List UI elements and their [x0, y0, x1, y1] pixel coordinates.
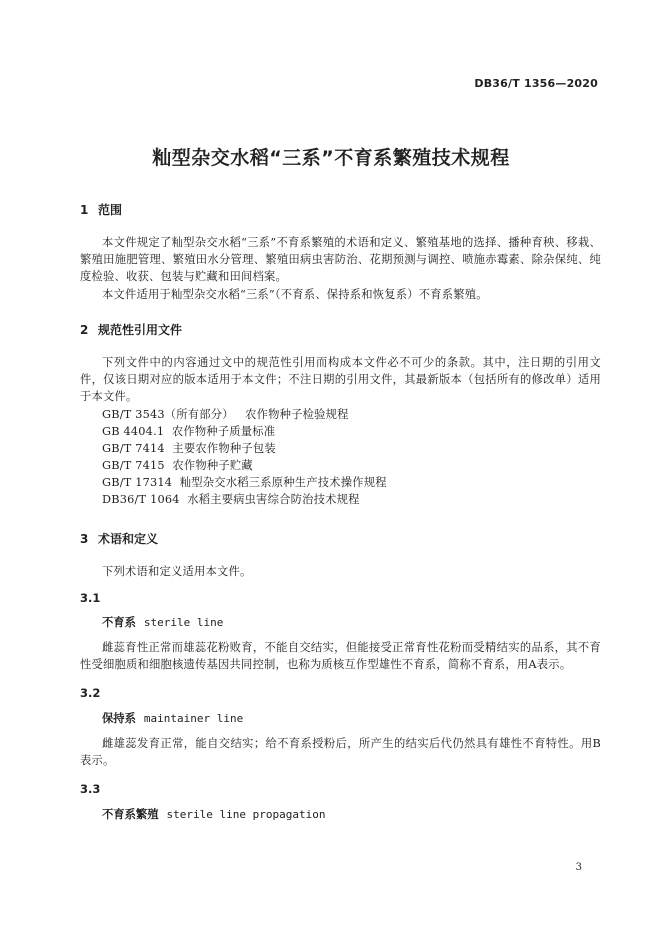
section-number: 2 — [80, 323, 89, 337]
term-en: sterile line — [143, 616, 224, 629]
section-title: 规范性引用文件 — [98, 323, 183, 337]
clause-number: 3.3 — [80, 782, 101, 796]
clause-number: 3.2 — [80, 686, 101, 700]
term-definition: 雌蕊育性正常而雄蕊花粉败育，不能自交结实，但能接受正常育性花粉而受精结实的品系，其不育性受细胞质和细胞核遗传基因共同控制，也称为质核互作型雄性不育系，简称不育系，用A表示。 — [80, 641, 601, 671]
reference-item: GB/T 17314 籼型杂交水稻三系原种生产技术操作规程 — [102, 476, 387, 489]
term-cn: 保持系 — [102, 712, 136, 725]
section-heading-scope — [80, 201, 122, 218]
scope-paragraph-1: 本文件规定了籼型杂交水稻“三系”不育系繁殖的术语和定义、繁殖基地的选择、播种育秧、移栽、繁殖田施肥管理、繁殖田水分管理、繁殖田病虫害防治、花期预测与调控、喷施赤霉素、除杂保纯、纯度检验、收获、包装与贮藏和田间档案。 — [80, 236, 601, 283]
reference-item: DB36/T 1064 水稻主要病虫害综合防治技术规程 — [102, 493, 360, 506]
term-cn: 不育系 — [102, 616, 136, 629]
section-number: 1 — [80, 203, 89, 217]
document-title: 籼型杂交水稻“三系”不育系繁殖技术规程 — [152, 147, 510, 169]
reference-item: GB/T 7414 主要农作物种子包装 — [102, 442, 276, 455]
scope-paragraph-2: 本文件适用于籼型杂交水稻“三系”（不育系、保持系和恢复系）不育系繁殖。 — [102, 288, 488, 301]
section-heading-normative — [80, 321, 182, 338]
page-number: 3 — [575, 862, 582, 873]
term-definition: 雌雄蕊发育正常，能自交结实；给不育系授粉后，所产生的结实后代仍然具有雄性不育特性。用B表示。 — [80, 737, 601, 767]
section-title: 术语和定义 — [98, 532, 159, 546]
reference-item: GB/T 3543（所有部分） 农作物种子检验规程 — [102, 408, 349, 421]
clause-number: 3.1 — [80, 591, 101, 605]
term-en: sterile line propagation — [166, 808, 326, 821]
term-heading — [102, 614, 223, 630]
term-en: maintainer line — [143, 712, 244, 725]
terms-intro: 下列术语和定义适用本文件。 — [102, 565, 252, 578]
standard-code: DB36/T 1356—2020 — [474, 77, 598, 90]
section-heading-terms — [80, 530, 158, 547]
section-title: 范围 — [98, 203, 123, 217]
term-heading — [102, 710, 243, 726]
section-number: 3 — [80, 532, 89, 546]
term-heading — [102, 806, 325, 822]
reference-item: GB 4404.1 农作物种子质量标准 — [102, 425, 276, 438]
reference-item: GB/T 7415 农作物种子贮藏 — [102, 459, 253, 472]
term-cn: 不育系繁殖 — [102, 808, 159, 821]
normative-paragraph: 下列文件中的内容通过文中的规范性引用而构成本文件必不可少的条款。其中，注日期的引用文件，仅该日期对应的版本适用于本文件；不注日期的引用文件，其最新版本（包括所有的修改单）适用于本文件。 — [80, 356, 601, 403]
